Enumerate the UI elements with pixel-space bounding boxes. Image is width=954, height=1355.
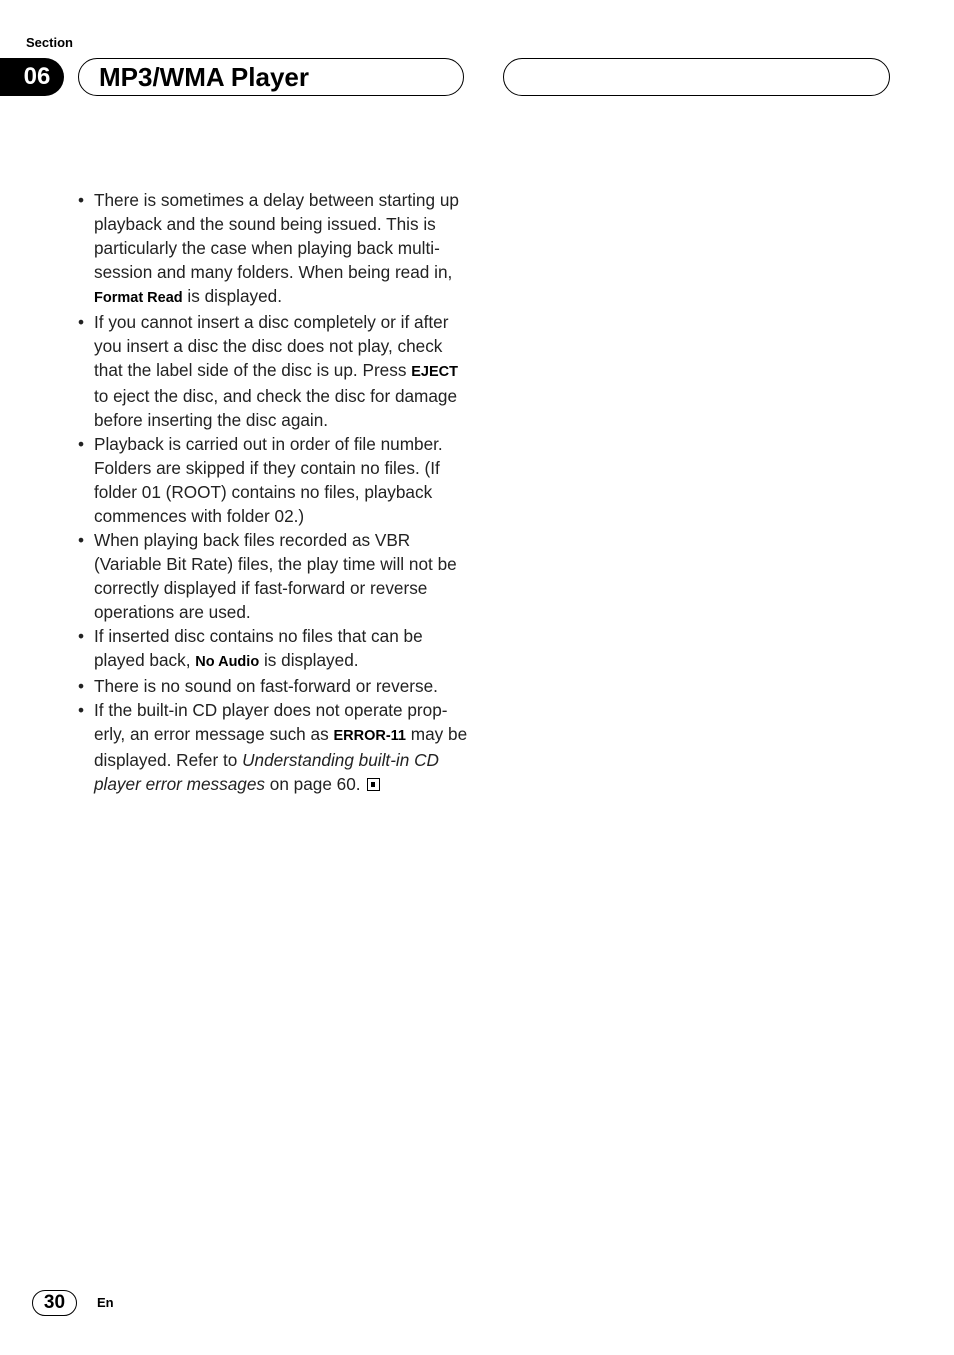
text-run: is displayed.: [259, 650, 359, 670]
title-box: [78, 58, 464, 96]
text-run: Playback is carried out in order of file number. Folders are skipped if they contain no files. (If folder 01 (ROOT) contains no files, playback commences with folder 02.): [94, 434, 443, 526]
text-run: If the built-in CD player does not operate prop-erly, an error message such as: [94, 700, 448, 744]
list-item: [78, 674, 468, 698]
language-code: En: [97, 1295, 114, 1310]
list-item: [78, 528, 468, 624]
display-message: ERROR-11: [333, 728, 406, 744]
end-of-section-icon: [367, 778, 380, 791]
cross-reference: Understanding built-in CD player error messages: [94, 750, 439, 794]
list-item: [78, 698, 468, 796]
list-item: [78, 188, 468, 310]
text-run: There is sometimes a delay between starting up playback and the sound being issued. This is particularly the case when playing back multi-session and many folders. When being read in,: [94, 190, 459, 282]
text-run: may be displayed. Refer to: [94, 724, 468, 770]
text-run: to eject the disc, and check the disc for damage before inserting the disc again.: [94, 386, 458, 430]
section-number-tab: 06: [0, 58, 64, 96]
section-label: Section: [26, 35, 73, 50]
text-run: When playing back files recorded as VBR (Variable Bit Rate) files, the play time will not be correctly displayed if fast-forward or reverse operations are used.: [94, 530, 457, 622]
display-message: Format Read: [94, 290, 183, 306]
page-number: 30: [32, 1290, 77, 1316]
display-message: EJECT: [411, 364, 458, 380]
text-run: is displayed.: [182, 286, 282, 306]
page-title: MP3/WMA Player: [99, 61, 309, 92]
text-run: on page 60.: [265, 774, 361, 794]
text-run: If inserted disc contains no files that can be played back,: [94, 626, 423, 670]
text-run: If you cannot insert a disc completely or if after you insert a disc the disc does not play, check that the label side of the disc is up. Press: [94, 312, 449, 380]
list-item: [78, 432, 468, 528]
list-item: [78, 624, 468, 674]
display-message: No Audio: [195, 654, 260, 670]
blank-header-box: [503, 58, 890, 96]
text-run: There is no sound on fast-forward or reverse.: [94, 676, 438, 696]
bullet-list: [78, 188, 468, 796]
list-item: [78, 310, 468, 432]
